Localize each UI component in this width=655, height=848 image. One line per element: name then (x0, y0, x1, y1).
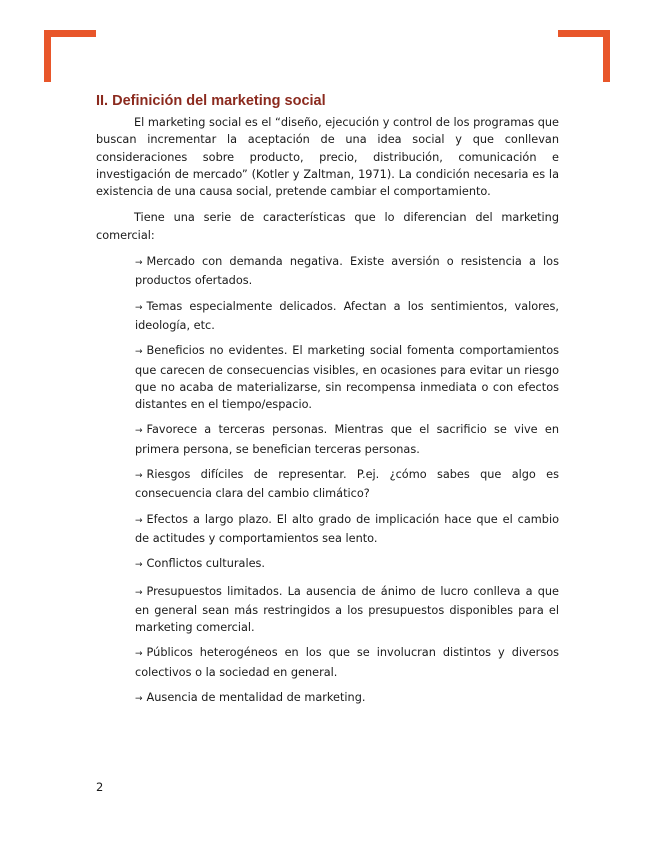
list-item-text: Mercado con demanda negativa. Existe aversión o resistencia a los productos ofertados. (135, 255, 559, 288)
arrow-icon: → (135, 515, 143, 526)
list-item-text: Efectos a largo plazo. El alto grado de implicación hace que el cambio de actitudes y comportamientos sea lento. (135, 512, 559, 545)
list-item-text: Temas especialmente delicados. Afectan a los sentimientos, valores, ideología, etc. (135, 299, 559, 332)
corner-decoration-top-left (44, 30, 96, 37)
list-item (135, 421, 559, 458)
characteristics-list (135, 253, 559, 708)
list-item-text: Conflictos culturales. (146, 557, 266, 571)
list-item (135, 466, 559, 503)
arrow-icon: → (135, 471, 143, 482)
document-body (96, 114, 559, 716)
list-item (135, 689, 559, 708)
arrow-icon: → (135, 649, 143, 660)
paragraph: Tiene una serie de características que lo diferencian del marketing comercial: (96, 211, 559, 242)
page-number: 2 (96, 780, 104, 794)
section-heading: II. Definición del marketing social (96, 93, 326, 109)
paragraph: El marketing social es el “diseño, ejecución y control de los programas que buscan incrementar la aceptación de una idea social y que conllevan consideraciones sobre producto, precio, distribución, comunicación e investigación de mercado” (Kotler y Zaltman, 1971). La condición necesaria es la existencia de una causa social, pretende cambiar el comportamiento. (96, 116, 559, 199)
list-item (135, 555, 559, 574)
arrow-icon: → (135, 694, 143, 705)
corner-decoration-top-left-vertical (44, 30, 51, 82)
list-item (135, 583, 559, 637)
arrow-icon: → (135, 258, 143, 269)
list-item (135, 511, 559, 548)
list-item-text: Públicos heterogéneos en los que se involucran distintos y diversos colectivos o la sociedad en general. (135, 646, 559, 679)
arrow-icon: → (135, 587, 143, 598)
list-item-text: Ausencia de mentalidad de marketing. (146, 691, 366, 705)
arrow-icon: → (135, 560, 143, 571)
corner-decoration-top-right-vertical (603, 30, 610, 82)
list-item (135, 253, 559, 290)
list-item (135, 342, 559, 413)
list-item (135, 644, 559, 681)
list-item-text: Riesgos difíciles de representar. P.ej. ¿cómo sabes que algo es consecuencia clara del cambio climático? (135, 468, 559, 501)
arrow-icon: → (135, 302, 143, 313)
list-item-text: Presupuestos limitados. La ausencia de ánimo de lucro conlleva a que en general sean más restringidos a los presupuestos disponibles para el marketing comercial. (135, 584, 559, 635)
arrow-icon: → (135, 426, 143, 437)
list-item (135, 298, 559, 335)
arrow-icon: → (135, 347, 143, 358)
list-item-text: Favorece a terceras personas. Mientras que el sacrificio se vive en primera persona, se benefician terceras personas. (135, 423, 559, 456)
list-item-text: Beneficios no evidentes. El marketing social fomenta comportamientos que carecen de consecuencias visibles, en ocasiones para evitar un riesgo que no acaba de materializarse, sin recompensa inmediata o con efectos distantes en el tiempo/espacio. (135, 344, 559, 412)
